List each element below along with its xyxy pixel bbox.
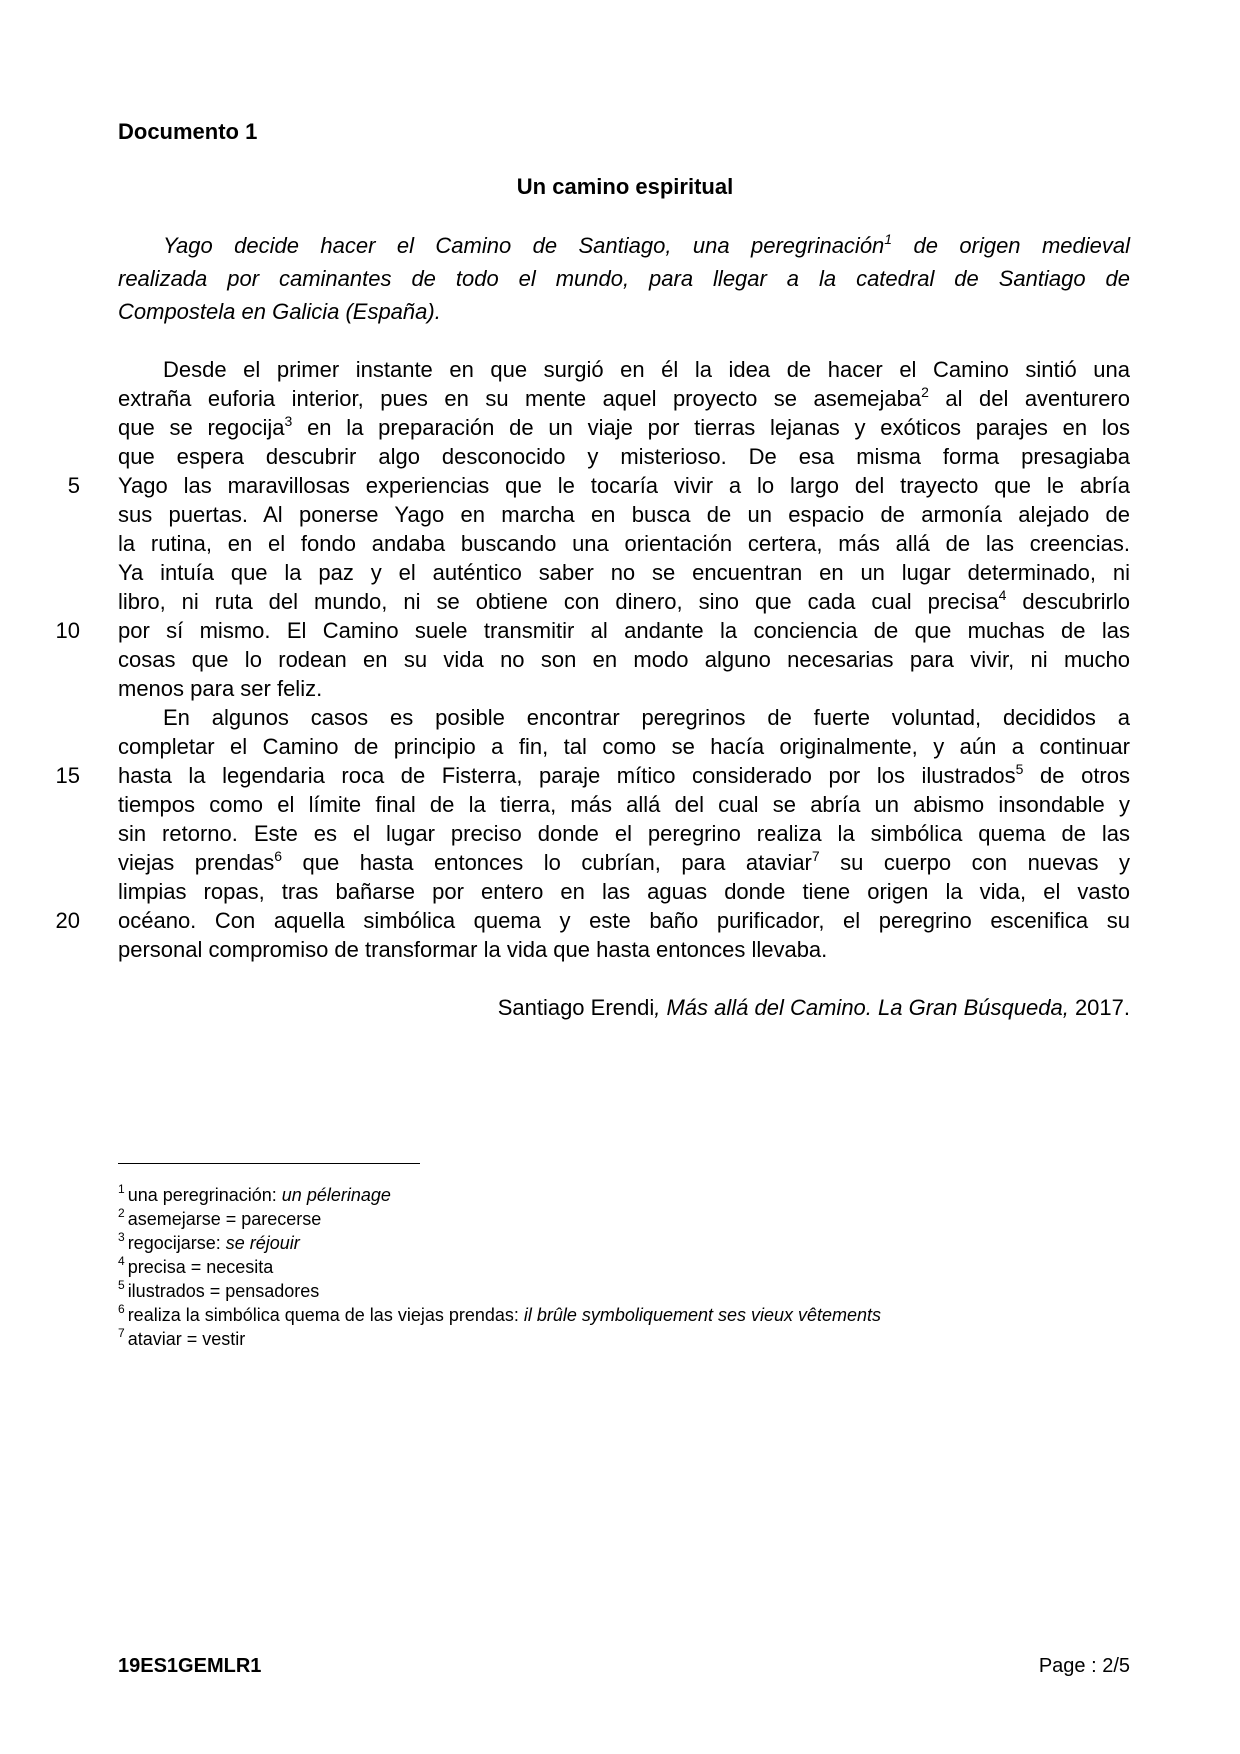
body-line [118, 385, 1130, 413]
footnote-divider [118, 1163, 420, 1164]
line-text: hasta la legendaria roca de Fisterra, paraje mítico considerado por los ilustrados [118, 763, 1016, 788]
line-text: completar el Camino de principio a fin, tal como se hacía originalmente, y aún a continuar [118, 734, 1130, 759]
footnote-number: 6 [118, 1302, 125, 1316]
line-number: 15 [55, 763, 80, 788]
footnote-ref: 6 [274, 848, 283, 864]
line-text: por sí mismo. El Camino suele transmitir al andante la conciencia de que muchas de las [118, 618, 1130, 643]
body-line [118, 907, 1130, 935]
footnote-ref: 3 [284, 413, 293, 429]
citation [498, 994, 1130, 1022]
body-line [118, 878, 1130, 906]
line-text: la rutina, en el fondo andaba buscando una orientación certera, más allá de las creencias. [118, 531, 1130, 556]
line-text: Desde el primer instante en que surgió en él la idea de hacer el Camino sintió una [163, 357, 1130, 382]
intro-line [118, 298, 1130, 326]
body-line [118, 588, 1130, 616]
line-number: 20 [55, 908, 80, 933]
footnote [118, 1184, 391, 1206]
line-number: 5 [67, 473, 80, 498]
body-line [118, 733, 1130, 761]
document-label: Documento 1 [118, 119, 258, 144]
footer-code: 19ES1GEMLR1 [118, 1655, 262, 1677]
citation-sep: , [654, 995, 667, 1020]
line-text: viejas prendas [118, 850, 275, 875]
body-line [118, 820, 1130, 848]
line-text: realizada por caminantes de todo el mundo, para llegar a la catedral de Santiago de [118, 266, 1130, 291]
line-text: En algunos casos es posible encontrar peregrinos de fuerte voluntad, decididos a [163, 705, 1130, 730]
line-text: que se regocija [118, 415, 285, 440]
footnote-ref: 5 [1015, 761, 1024, 777]
citation-author: Santiago Erendi [497, 995, 655, 1020]
footnote-number: 7 [118, 1326, 125, 1340]
body-line [118, 530, 1130, 558]
line-text: cosas que lo rodean en su vida no son en modo alguno necesarias para vivir, ni mucho [118, 647, 1130, 672]
line-text: su cuerpo con nuevas y [819, 850, 1130, 875]
footnote-number: 1 [118, 1182, 125, 1196]
footnote [118, 1280, 319, 1302]
line-text: Yago las maravillosas experiencias que le tocaría vivir a lo largo del trayecto que le abría [118, 473, 1130, 498]
body-line [118, 936, 1130, 964]
footnote-text: ilustrados = pensadores [127, 1281, 320, 1301]
citation-work: Más allá del Camino. La Gran Búsqueda, [666, 995, 1069, 1020]
body-line [118, 849, 1130, 877]
intro-line [118, 265, 1130, 293]
footnote-translation: il brûle symboliquement ses vieux vêtements [523, 1305, 882, 1325]
footnote-number: 4 [118, 1254, 125, 1268]
line-text: tiempos como el límite final de la tierra, más allá del cual se abría un abismo insondable y [118, 792, 1130, 817]
line-text: de origen medieval [892, 233, 1130, 258]
footnote-text: una peregrinación: [127, 1185, 282, 1205]
line-text: que hasta entonces lo cubrían, para ataviar [282, 850, 812, 875]
footnote-ref: 1 [884, 231, 893, 247]
line-text: descubrirlo [1006, 589, 1130, 614]
line-text: Ya intuía que la paz y el auténtico saber no se encuentran en un lugar determinado, ni [118, 560, 1130, 585]
line-text: extraña euforia interior, pues en su mente aquel proyecto se asemejaba [118, 386, 922, 411]
line-text: océano. Con aquella simbólica quema y este baño purificador, el peregrino escenifica su [118, 908, 1130, 933]
line-text: que espera descubrir algo desconocido y misterioso. De esa misma forma presagiaba [118, 444, 1130, 469]
footnote [118, 1232, 300, 1254]
footnote-translation: se réjouir [225, 1233, 300, 1253]
body-line [118, 762, 1130, 790]
footnote-text: precisa = necesita [127, 1257, 274, 1277]
citation-year: 2017. [1068, 995, 1130, 1020]
body-line [118, 704, 1130, 732]
body-line [118, 791, 1130, 819]
body-line [118, 559, 1130, 587]
body-line [118, 356, 1130, 384]
line-text: de otros [1023, 763, 1130, 788]
line-text: Yago decide hacer el Camino de Santiago, una peregrinación [163, 233, 885, 258]
footnote-text: regocijarse: [127, 1233, 226, 1253]
line-text: menos para ser feliz. [118, 676, 323, 701]
footnote [118, 1304, 881, 1326]
footnote-text: asemejarse = parecerse [127, 1209, 322, 1229]
footnote-ref: 4 [998, 587, 1007, 603]
body-line [118, 501, 1130, 529]
line-text: en la preparación de un viaje por tierras lejanas y exóticos parajes en los [292, 415, 1130, 440]
line-text: sus puertas. Al ponerse Yago en marcha en busca de un espacio de armonía alejado de [118, 502, 1130, 527]
footnote-text: realiza la simbólica quema de las viejas prendas: [127, 1305, 524, 1325]
intro-line [118, 232, 1130, 260]
footnote-number: 3 [118, 1230, 125, 1244]
footnote [118, 1256, 273, 1278]
line-text: Compostela en Galicia (España). [118, 299, 441, 324]
body-line [118, 443, 1130, 471]
line-text: limpias ropas, tras bañarse por entero en las aguas donde tiene origen la vida, el vasto [118, 879, 1130, 904]
line-text: al del aventurero [928, 386, 1130, 411]
footnote-ref: 7 [811, 848, 820, 864]
footnote [118, 1208, 321, 1230]
footnote-number: 5 [118, 1278, 125, 1292]
body-line [118, 675, 1130, 703]
line-number: 10 [55, 618, 80, 643]
document-title: Un camino espiritual [516, 174, 734, 199]
body-line [118, 617, 1130, 645]
line-text: libro, ni ruta del mundo, ni se obtiene con dinero, sino que cada cual precisa [118, 589, 999, 614]
body-line [118, 472, 1130, 500]
footnote [118, 1328, 245, 1350]
line-text: sin retorno. Este es el lugar preciso donde el peregrino realiza la simbólica quema de las [118, 821, 1130, 846]
footnote-translation: un pélerinage [281, 1185, 391, 1205]
footnote-text: ataviar = vestir [127, 1329, 246, 1349]
body-line [118, 646, 1130, 674]
line-text: personal compromiso de transformar la vida que hasta entonces llevaba. [118, 937, 828, 962]
footer-page-number: Page : 2/5 [1038, 1655, 1130, 1677]
footnote-ref: 2 [921, 384, 929, 400]
footnote-number: 2 [118, 1206, 125, 1220]
body-line [118, 414, 1130, 442]
